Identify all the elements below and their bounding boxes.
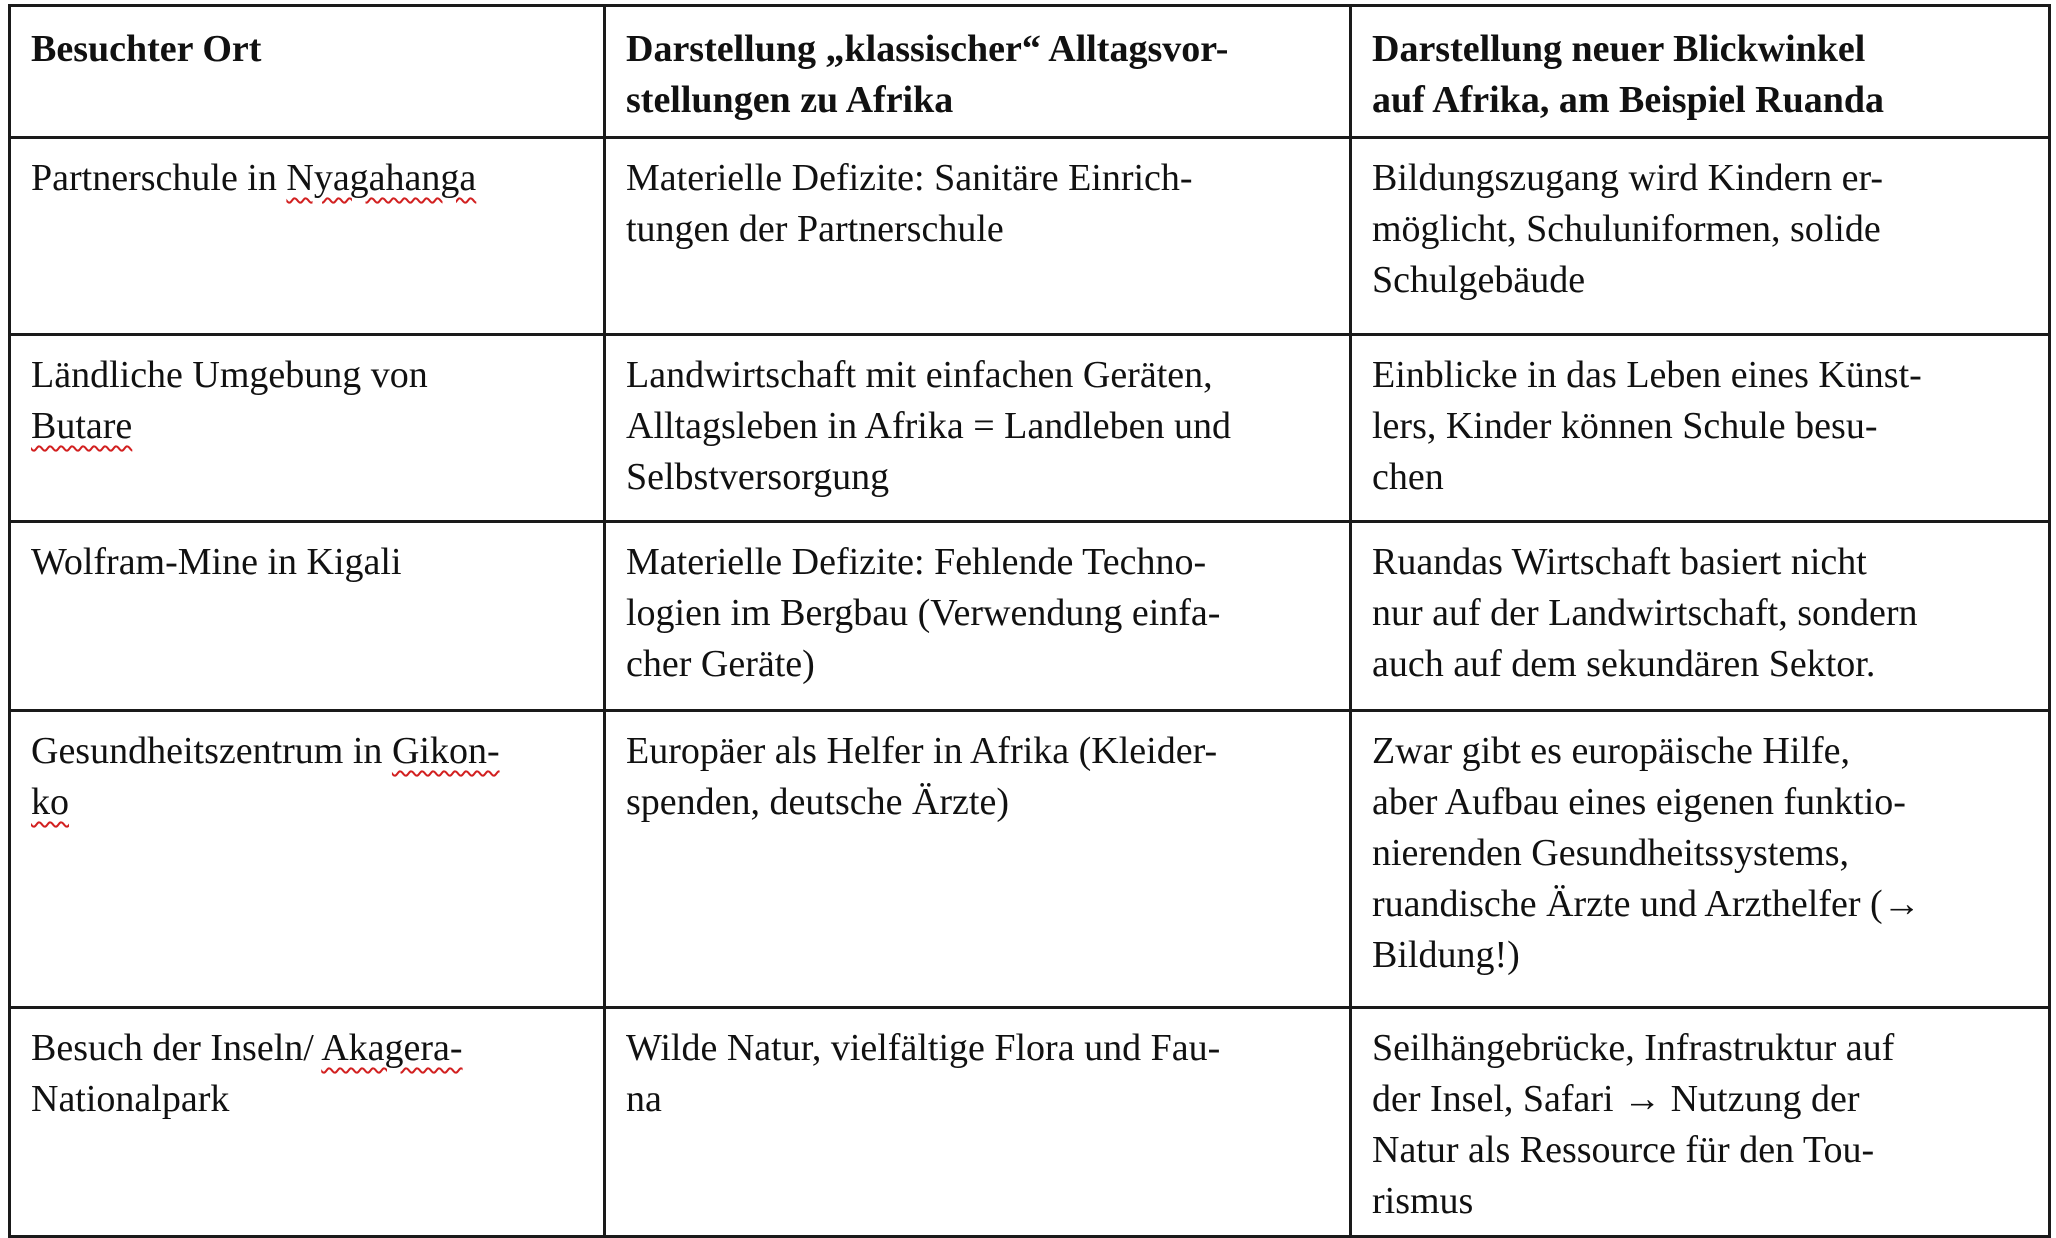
- cell-line: [31, 401, 585, 452]
- cell-line: [31, 726, 585, 777]
- cell-text: Besuch der Inseln/: [31, 1027, 322, 1069]
- cell-text-misspelled: Akagera-: [321, 1027, 463, 1069]
- cell-line: der Insel, Safari → Nutzung der: [1372, 1078, 1860, 1120]
- cell-line: Nationalpark: [31, 1078, 230, 1120]
- cell-line: Ländliche Umgebung von: [31, 354, 428, 396]
- cell-line: Selbstversorgung: [626, 456, 890, 498]
- cell-line: möglicht, Schuluniformen, solide: [1372, 208, 1881, 250]
- cell-line: na: [626, 1078, 662, 1120]
- header-line: Darstellung neuer Blickwinkel: [1372, 28, 1866, 70]
- cell-line: Wilde Natur, vielfältige Flora und Fau-: [626, 1027, 1221, 1069]
- cell-classic: [605, 711, 1351, 1008]
- header-visited-place: [10, 6, 605, 138]
- cell-new-view: [1351, 522, 2050, 711]
- cell-text-misspelled: Nyagahanga: [286, 157, 477, 199]
- cell-line: logien im Bergbau (Verwendung einfa-: [626, 592, 1221, 634]
- table-row: [10, 138, 2050, 335]
- cell-line: Europäer als Helfer in Afrika (Kleider-: [626, 730, 1218, 772]
- header-new-view: [1351, 6, 2050, 138]
- comparison-table: [8, 4, 2051, 1238]
- table-row: [10, 1008, 2050, 1237]
- cell-line: spenden, deutsche Ärzte): [626, 781, 1010, 823]
- cell-line: auch auf dem sekundären Sektor.: [1372, 643, 1876, 685]
- cell-line: tungen der Partnerschule: [626, 208, 1004, 250]
- cell-line: Seilhängebrücke, Infrastruktur auf: [1372, 1027, 1895, 1069]
- cell-line: nierenden Gesundheitssystems,: [1372, 832, 1850, 874]
- cell-text-misspelled: Gikon-: [391, 730, 500, 772]
- cell-line: Ruandas Wirtschaft basiert nicht: [1372, 541, 1867, 583]
- header-line: auf Afrika, am Beispiel Ruanda: [1372, 79, 1885, 121]
- document-page: [8, 4, 2048, 1222]
- cell-line: Natur als Ressource für den Tou-: [1372, 1129, 1875, 1171]
- cell-line: Materielle Defizite: Fehlende Techno-: [626, 541, 1207, 583]
- cell-place: [10, 335, 605, 522]
- cell-line: [31, 153, 585, 204]
- cell-text-misspelled: ko: [31, 781, 69, 823]
- cell-line: Einblicke in das Leben eines Künst-: [1372, 354, 1922, 396]
- cell-line: Zwar gibt es europäische Hilfe,: [1372, 730, 1850, 772]
- cell-line: lers, Kinder können Schule besu-: [1372, 405, 1878, 447]
- cell-classic: [605, 335, 1351, 522]
- cell-place: [10, 522, 605, 711]
- cell-new-view: [1351, 711, 2050, 1008]
- cell-line: cher Geräte): [626, 643, 815, 685]
- cell-place: [10, 711, 605, 1008]
- cell-line: Bildungszugang wird Kindern er-: [1372, 157, 1884, 199]
- cell-line: Landwirtschaft mit einfachen Geräten,: [626, 354, 1213, 396]
- header-line: Darstellung „klassischer“ Alltagsvor-: [626, 28, 1229, 70]
- cell-text: Partnerschule in: [31, 157, 287, 199]
- cell-classic: [605, 138, 1351, 335]
- cell-line: ruandische Ärzte und Arzthelfer (→: [1372, 883, 1921, 925]
- table-header-row: [10, 6, 2050, 138]
- cell-line: Schulgebäude: [1372, 259, 1586, 301]
- cell-line: Alltagsleben in Afrika = Landleben und: [626, 405, 1231, 447]
- cell-classic: [605, 522, 1351, 711]
- cell-line: Bildung!): [1372, 934, 1520, 976]
- cell-new-view: [1351, 138, 2050, 335]
- cell-classic: [605, 1008, 1351, 1237]
- cell-line: [31, 777, 585, 828]
- cell-line: aber Aufbau eines eigenen funktio-: [1372, 781, 1906, 823]
- cell-text: Gesundheitszentrum in: [31, 730, 392, 772]
- header-line: stellungen zu Afrika: [626, 79, 954, 121]
- header-classic-view: [605, 6, 1351, 138]
- cell-place: [10, 138, 605, 335]
- cell-line: Materielle Defizite: Sanitäre Einrich-: [626, 157, 1193, 199]
- cell-new-view: [1351, 335, 2050, 522]
- cell-new-view: [1351, 1008, 2050, 1237]
- table-row: [10, 335, 2050, 522]
- cell-line: rismus: [1372, 1180, 1474, 1222]
- cell-line: nur auf der Landwirtschaft, sondern: [1372, 592, 1918, 634]
- cell-line: [31, 1023, 585, 1074]
- cell-text-misspelled: Butare: [31, 405, 133, 447]
- cell-place: [10, 1008, 605, 1237]
- header-line: Besuchter Ort: [31, 28, 262, 70]
- table-row: [10, 711, 2050, 1008]
- table-row: [10, 522, 2050, 711]
- cell-line: Wolfram-Mine in Kigali: [31, 541, 402, 583]
- cell-line: chen: [1372, 456, 1444, 498]
